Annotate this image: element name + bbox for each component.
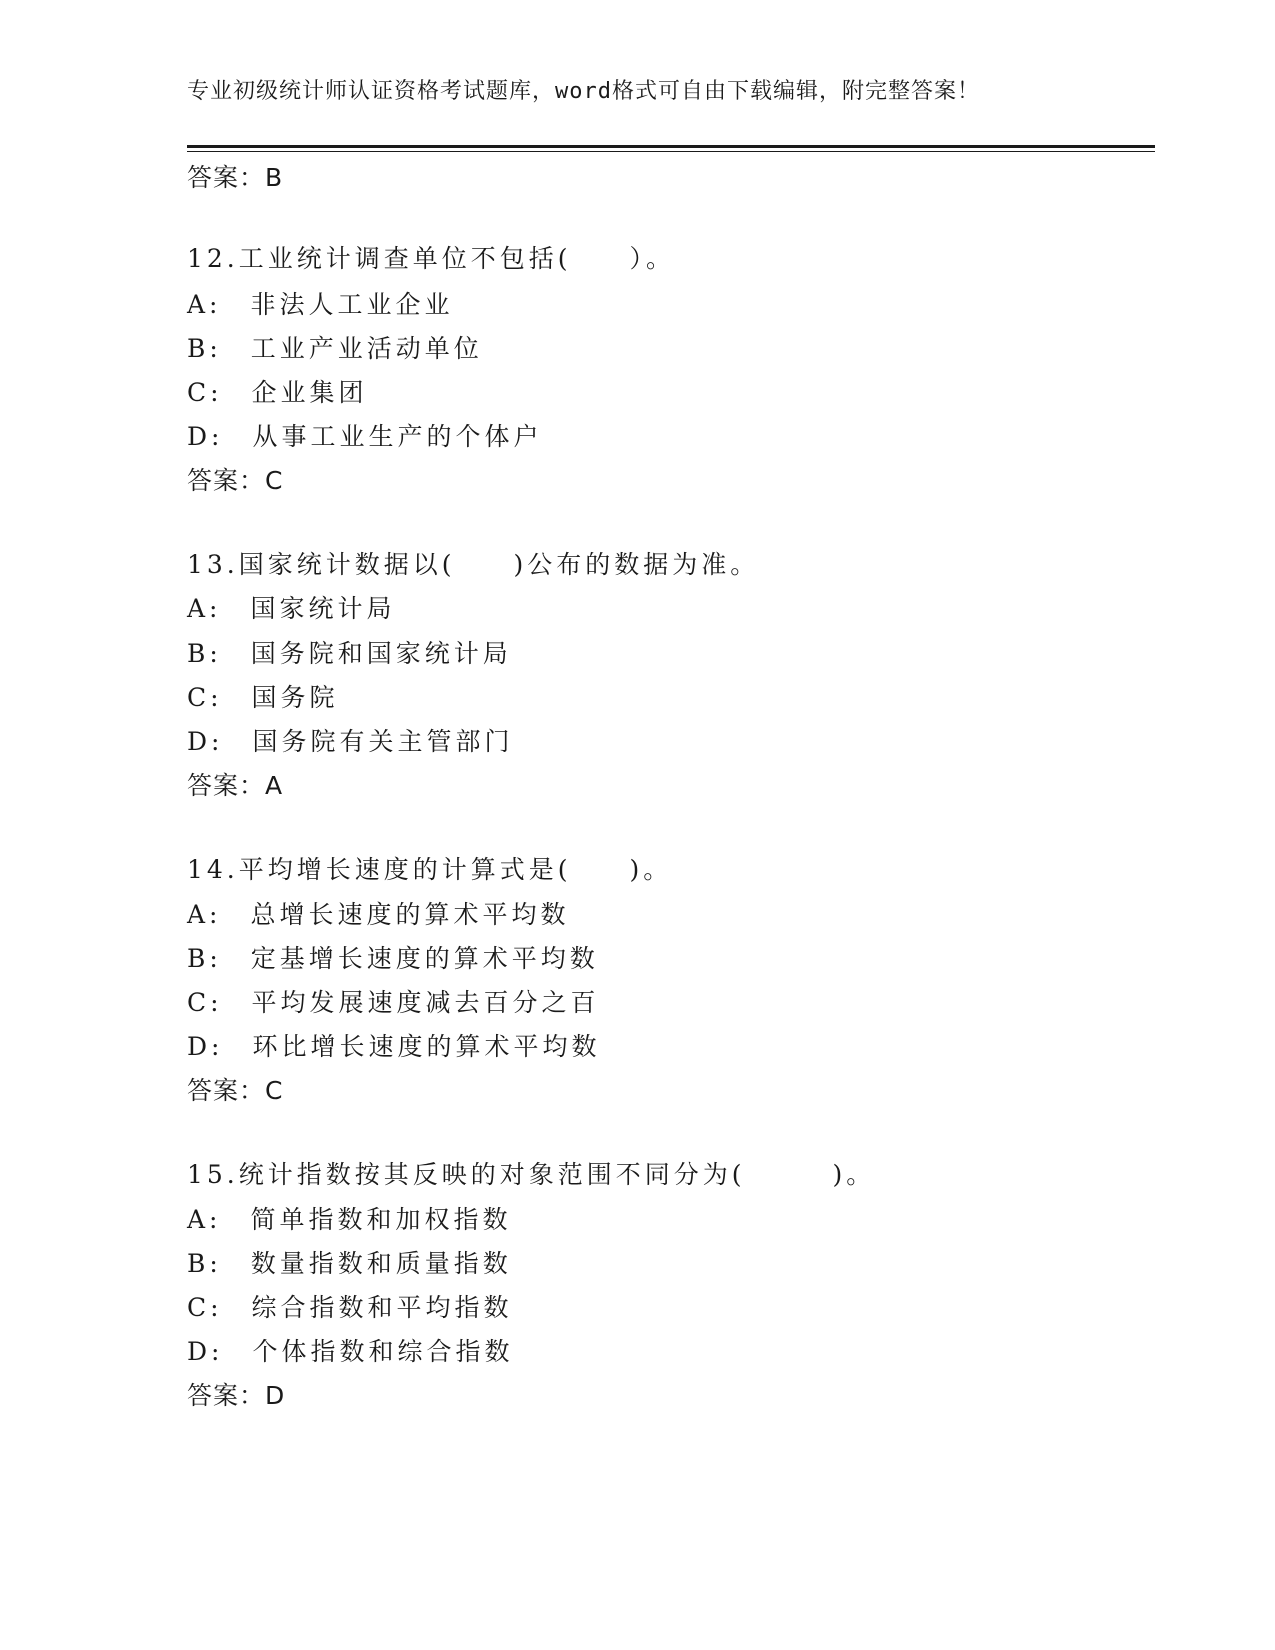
option-a: A: 非法人工业企业 (187, 290, 454, 319)
option-c: C: 综合指数和平均指数 (187, 1293, 513, 1322)
option-a: A: 简单指数和加权指数 (187, 1205, 512, 1234)
question-stem: 14.平均增长速度的计算式是( )。 (187, 855, 673, 884)
option-d: D: 环比增长速度的算术平均数 (187, 1032, 601, 1061)
option-d: D: 国务院有关主管部门 (187, 727, 514, 756)
answer: 答案：C (187, 466, 284, 495)
option-b: B: 国务院和国家统计局 (187, 639, 512, 668)
option-c: C: 企业集团 (187, 378, 368, 407)
option-b: B: 工业产业活动单位 (187, 334, 483, 363)
question-stem: 12.工业统计调查单位不包括( ）。 (187, 244, 676, 273)
option-d: D: 从事工业生产的个体户 (187, 422, 543, 451)
option-c: C: 平均发展速度减去百分之百 (187, 988, 600, 1017)
question-stem: 13.国家统计数据以( )公布的数据为准。 (187, 550, 760, 579)
question-stem: 15.统计指数按其反映的对象范围不同分为( )。 (187, 1160, 876, 1189)
answer-prev: 答案：B (187, 163, 284, 192)
header-rule-thick (187, 145, 1155, 148)
answer: 答案：C (187, 1076, 284, 1105)
option-b: B: 定基增长速度的算术平均数 (187, 944, 599, 973)
header-rule-thin (187, 151, 1155, 152)
answer: 答案：D (187, 1381, 286, 1410)
answer: 答案：A (187, 771, 284, 800)
page-header: 专业初级统计师认证资格考试题库，word格式可自由下载编辑，附完整答案！ (187, 79, 980, 104)
option-a: A: 国家统计局 (187, 594, 396, 623)
option-a: A: 总增长速度的算术平均数 (187, 900, 570, 929)
option-b: B: 数量指数和质量指数 (187, 1249, 512, 1278)
option-d: D: 个体指数和综合指数 (187, 1337, 514, 1366)
option-c: C: 国务院 (187, 683, 339, 712)
